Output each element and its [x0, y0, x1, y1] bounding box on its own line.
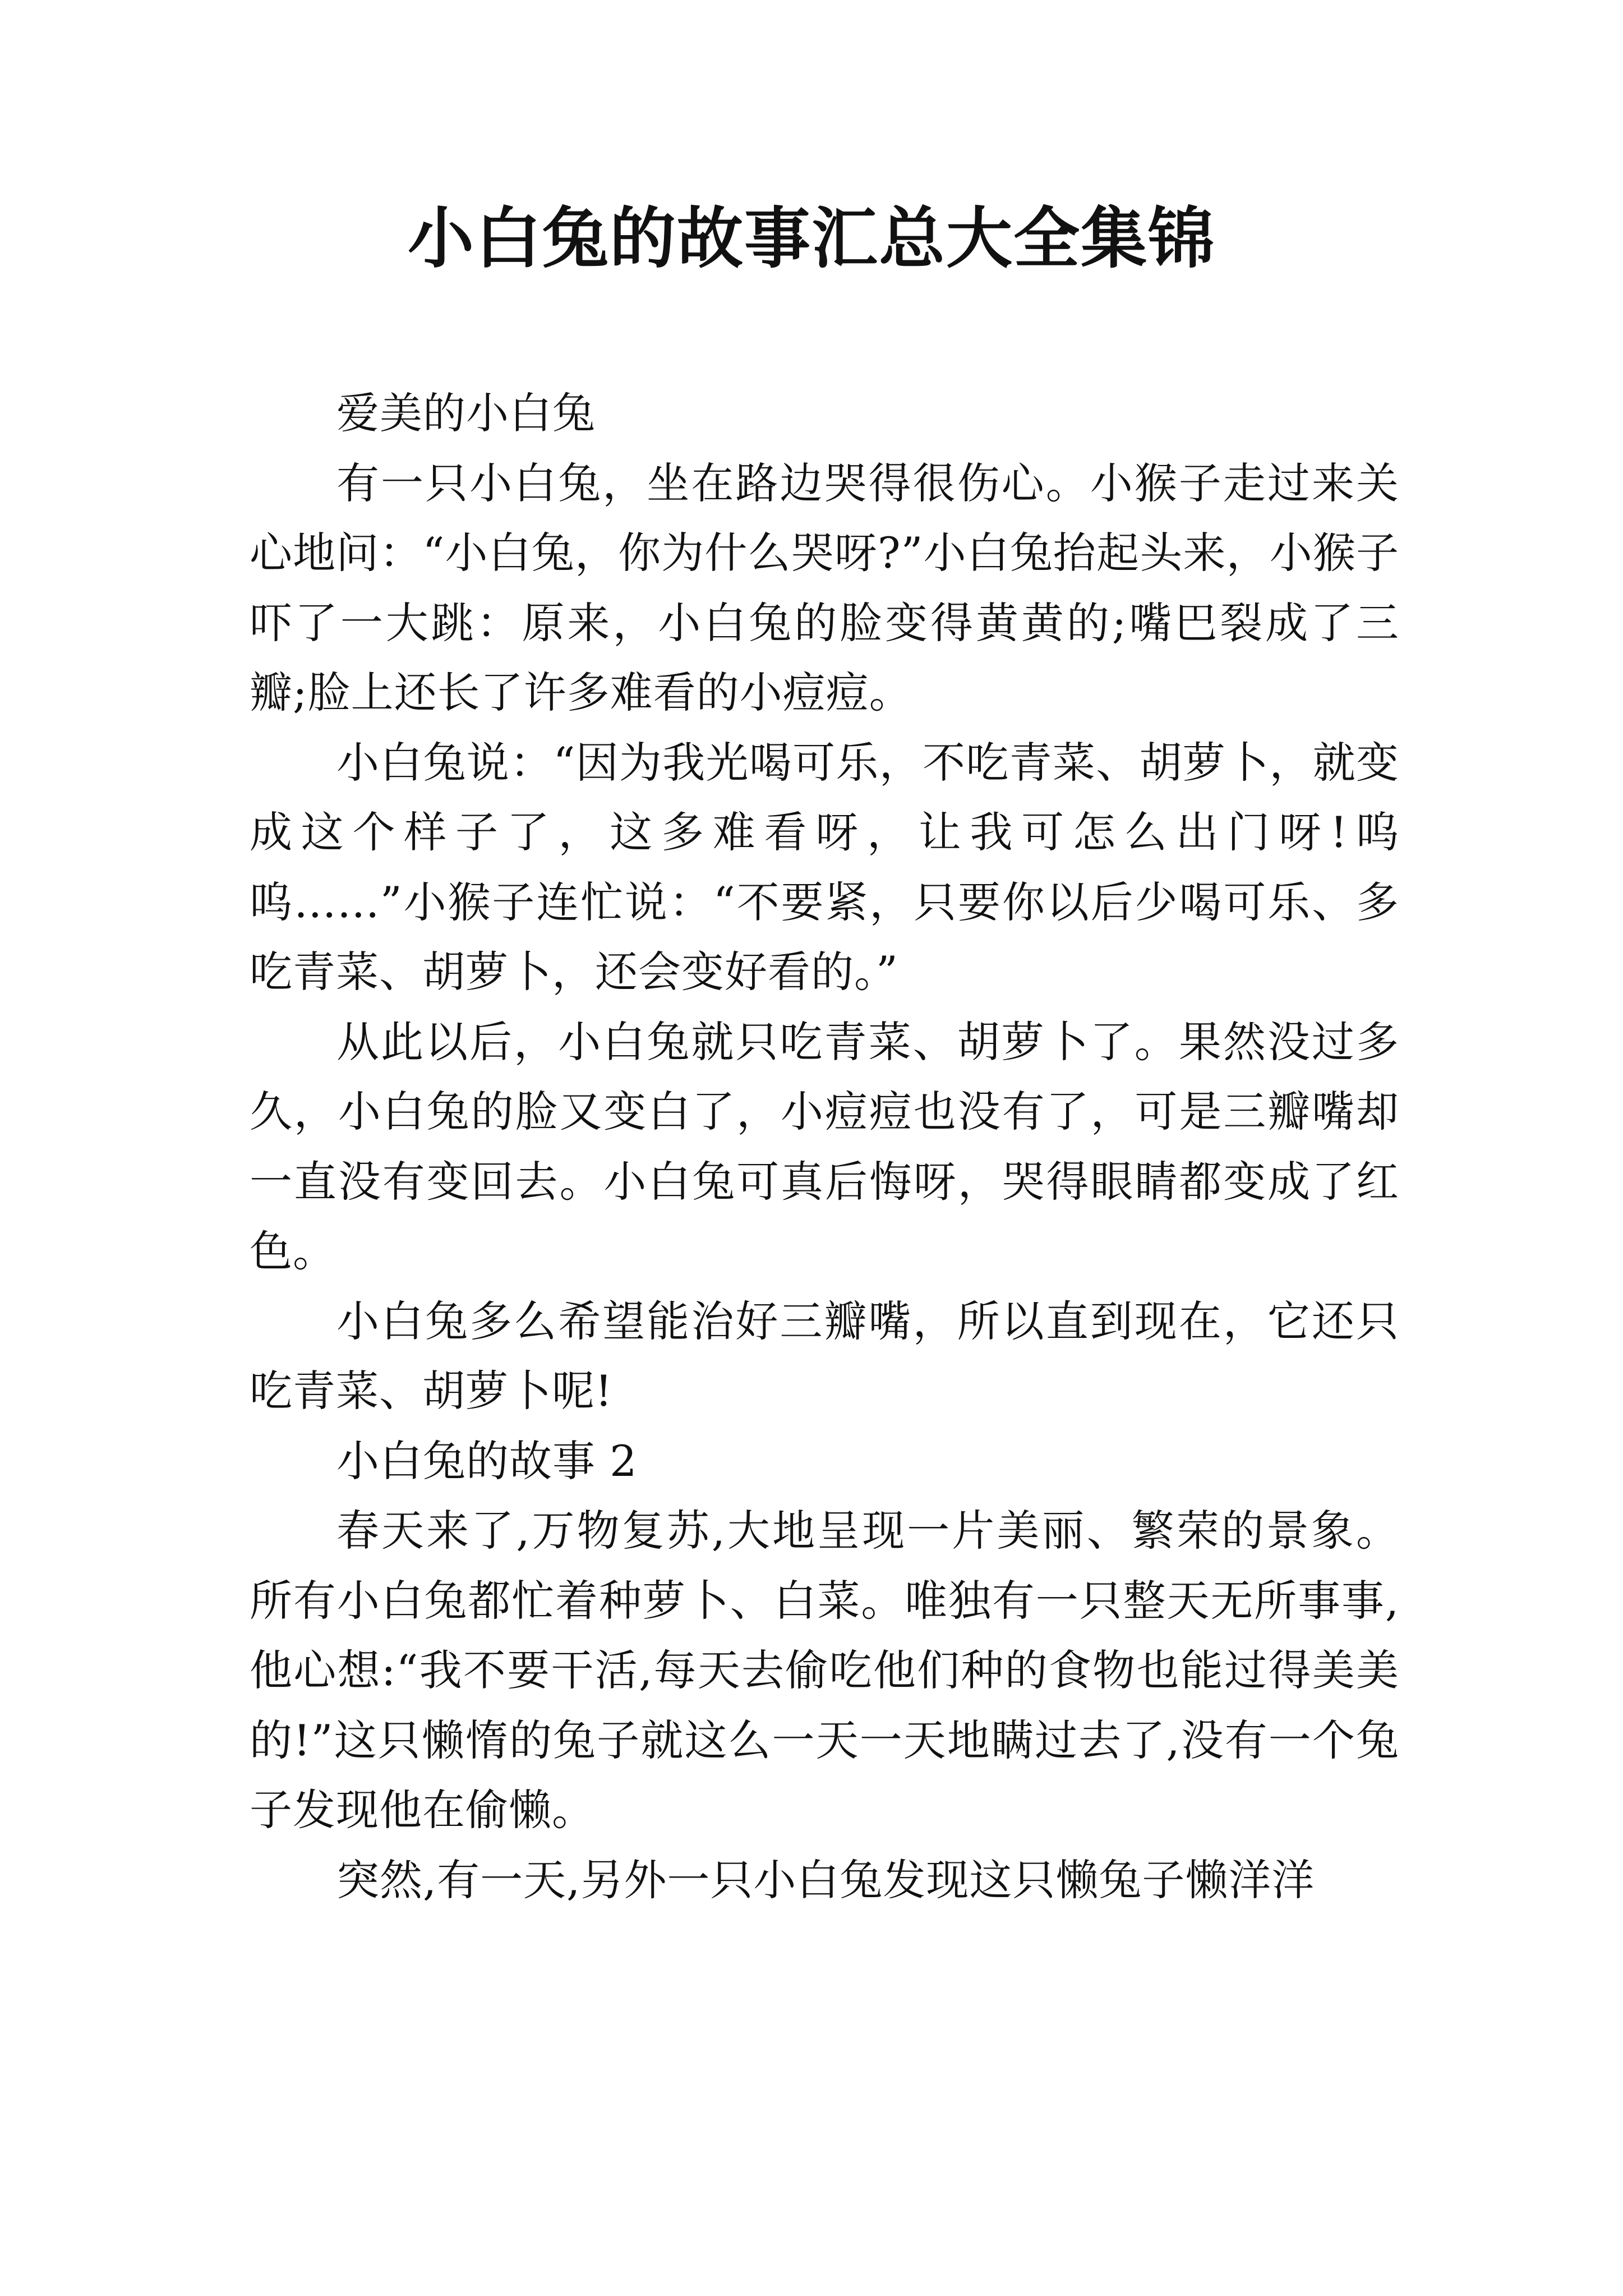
paragraph: 有一只小白兔，坐在路边哭得很伤心。小猴子走过来关心地问：“小白兔，你为什么哭呀?”小白兔抬起头来，小猴子吓了一大跳：原来，小白兔的脸变得黄黄的;嘴巴裂成了三瓣;脸上还长了许多难看的小痘痘。: [250, 458, 1399, 717]
paragraph: 春天来了,万物复苏,大地呈现一片美丽、繁荣的景象。所有小白兔都忙着种萝卜、白菜。唯独有一只整天无所事事,他心想:“我不要干活,每天去偷吃他们种的食物也能过得美美的!”这只懒惰的兔子就这么一天一天地瞒过去了,没有一个兔子发现他在偷懒。: [250, 1506, 1399, 1835]
paragraph: 小白兔说：“因为我光喝可乐，不吃青菜、胡萝卜，就变成这个样子了，这多难看呀，让我可怎么出门呀!呜呜……”小猴子连忙说：“不要紧，只要你以后少喝可乐、多吃青菜、胡萝卜，还会变好看的。”: [250, 737, 1399, 997]
document-body: [250, 379, 1399, 1915]
section-heading: 小白兔的故事 2: [336, 1435, 638, 1486]
paragraph: 小白兔多么希望能治好三瓣嘴，所以直到现在，它还只吃青菜、胡萝卜呢!: [250, 1296, 1399, 1416]
paragraph: 突然,有一天,另外一只小白兔发现这只懒兔子懒洋洋: [336, 1855, 1315, 1905]
section-heading: 爱美的小白兔: [336, 388, 596, 438]
paragraph: 从此以后，小白兔就只吃青菜、胡萝卜了。果然没过多久，小白兔的脸又变白了，小痘痘也没有了，可是三瓣嘴却一直没有变回去。小白兔可真后悔呀，哭得眼睛都变成了红色。: [250, 1016, 1399, 1276]
document-title: 小白兔的故事汇总大全集锦: [407, 199, 1215, 277]
